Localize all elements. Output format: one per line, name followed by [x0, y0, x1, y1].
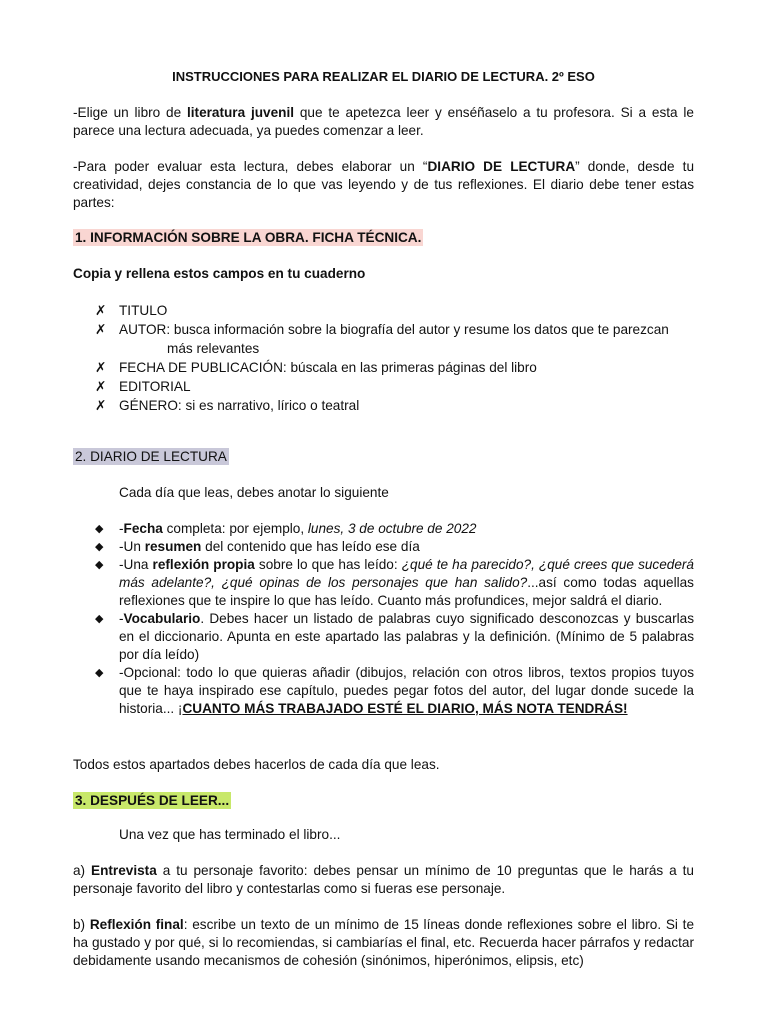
- section-3-item-b: b) Reflexión final: escribe un texto de un mínimo de 15 líneas donde reflexiones sobre el libro. Si te ha gustado y por qué, si lo recomiendas, si cambiarías el final, etc. Recuerda hacer párrafos y redactar debidamente usando mecanismos de cohesión (sinónimos, hiperónimos, elipsis, etc): [73, 917, 695, 968]
- diamond-bullet-icon: ◆: [95, 667, 104, 679]
- cross-mark-icon: ✗: [95, 398, 107, 413]
- list-item: ✗ AUTOR: busca información sobre la biografía del autor y resume los datos que te parezcan más relevantes: [95, 322, 669, 356]
- diary-list: [73, 520, 694, 718]
- document-title: INSTRUCCIONES PARA REALIZAR EL DIARIO DE LECTURA. 2º ESO: [172, 69, 595, 84]
- section-3-item-a: a) Entrevista a tu personaje favorito: debes pensar un mínimo de 10 preguntas que le harás a tu personaje favorito del libro y contestarlas como si fueras ese personaje.: [73, 863, 694, 896]
- list-item: ◆ -Un resumen del contenido que has leído ese día: [95, 539, 420, 554]
- list-item: ◆ -Una reflexión propia sobre lo que has leído: ¿qué te ha parecido?, ¿qué crees que sucederá más adelante?, ¿qué opinas de los personajes que han salido?...así como todas aquellas reflexiones que te inspire lo que has leído. Cuanto más profundices, mejor saldrá el diario.: [95, 557, 694, 608]
- list-item: ✗ GÉNERO: si es narrativo, lírico o teatral: [95, 398, 360, 413]
- diamond-bullet-icon: ◆: [95, 523, 104, 535]
- cross-mark-icon: ✗: [95, 360, 107, 375]
- section-2-lead: Cada día que leas, debes anotar lo siguiente: [119, 485, 389, 500]
- diamond-bullet-icon: ◆: [95, 541, 104, 553]
- cross-mark-icon: ✗: [95, 379, 107, 394]
- list-item: ✗ TITULO: [95, 303, 168, 318]
- intro-paragraph-1: -Elige un libro de literatura juvenil que te apetezca leer y enséñaselo a tu profesora. Si a esta le parece una lectura adecuada, ya puedes comenzar a leer.: [73, 105, 694, 138]
- section-3-heading: 3. DESPUÉS DE LEER...: [75, 793, 230, 808]
- section-1-subheading: Copia y rellena estos campos en tu cuaderno: [73, 266, 366, 281]
- list-item: ✗ EDITORIAL: [95, 379, 191, 394]
- intro-paragraph-2: -Para poder evaluar esta lectura, debes elaborar un “DIARIO DE LECTURA” donde, desde tu creatividad, dejes constancia de lo que vas leyendo y de tus reflexiones. El diario debe tener estas partes:: [73, 159, 695, 210]
- section-2-closing: Todos estos apartados debes hacerlos de cada día que leas.: [73, 757, 440, 772]
- list-item: ◆ -Opcional: todo lo que quieras añadir (dibujos, relación con otros libros, textos propios tuyos que te haya inspirado ese capítulo, puedes pegar fotos del autor, del lugar donde sucede la historia... ¡CUANTO MÁS TRABAJADO ESTÉ EL DIARIO, MÁS NOTA TENDRÁS!: [95, 665, 694, 716]
- list-item: ◆ -Vocabulario. Debes hacer un listado de palabras cuyo significado desconozcas y buscarlas en el diccionario. Apunta en este apartado las palabras y la definición. (Mínimo de 5 palabras por día leído): [95, 611, 694, 662]
- section-2-heading: 2. DIARIO DE LECTURA: [75, 449, 227, 464]
- list-item: ◆ -Fecha completa: por ejemplo, lunes, 3 de octubre de 2022: [95, 521, 477, 536]
- section-3-lead: Una vez que has terminado el libro...: [119, 827, 341, 842]
- cross-mark-icon: ✗: [95, 303, 107, 318]
- diamond-bullet-icon: ◆: [95, 559, 104, 571]
- cross-mark-icon: ✗: [95, 322, 107, 337]
- list-item: ✗ FECHA DE PUBLICACIÓN: búscala en las primeras páginas del libro: [95, 360, 537, 375]
- section-1-heading: 1. INFORMACIÓN SOBRE LA OBRA. FICHA TÉCNICA.: [75, 230, 422, 245]
- fields-list: [73, 301, 694, 415]
- diamond-bullet-icon: ◆: [95, 613, 104, 625]
